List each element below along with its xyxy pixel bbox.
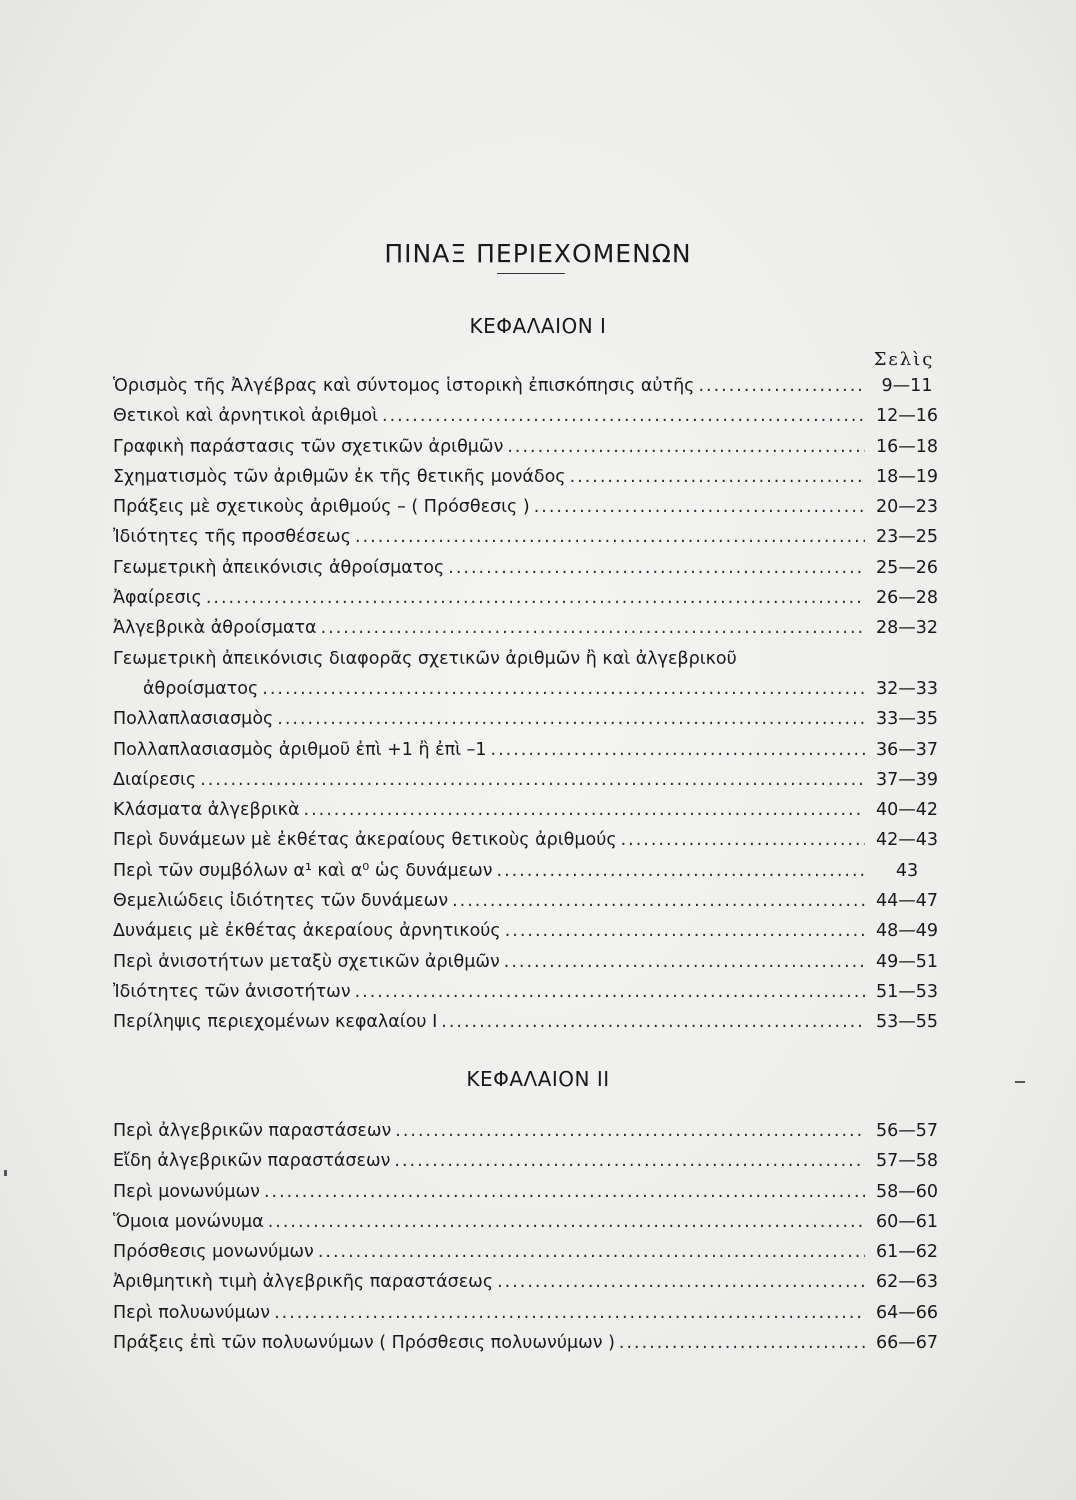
toc-entry-pages: 16—18 [875,436,939,457]
toc-entry-pages: 61—62 [875,1242,939,1263]
toc-entry-pages: 44—47 [875,891,939,912]
toc-entry-title: Κλάσματα ἀλγεβρικὰ [113,800,300,821]
toc-entry-title: Δυνάμεις μὲ ἐκθέτας ἀκεραίους ἀρνητικούς [113,921,501,942]
dot-leader [277,709,865,729]
toc-entry [113,1333,943,1363]
toc-entry-title: Περὶ ἀνισοτήτων μεταξὺ σχετικῶν ἀριθμῶν [113,951,500,972]
toc-entry-pages: 66—67 [875,1333,939,1354]
toc-entry [113,709,943,739]
dot-leader [395,1121,865,1141]
dot-leader [355,982,865,1002]
toc-entry-title: Θεμελιώδεις ἰδιότητες τῶν δυνάμεων [113,891,449,912]
toc-entry-pages: 57—58 [875,1151,939,1172]
toc-entry-pages: 53—55 [875,1012,939,1033]
toc-entry [113,588,943,618]
toc-entry [113,830,943,860]
toc-entry [113,527,943,557]
toc-entry-pages: 58—60 [875,1181,939,1202]
toc-entry-pages: 23—25 [875,527,939,548]
toc-entry [113,1151,943,1181]
toc-entry-title: Ἀριθμητικὴ τιμὴ ἀλγεβρικῆς παραστάσεως [113,1272,494,1293]
toc-entry-pages: 40—42 [875,800,939,821]
dot-leader [304,800,865,820]
toc-entry [113,467,943,497]
dot-leader [321,618,865,638]
toc-entry [113,1212,943,1242]
dot-leader [394,1151,865,1171]
title-underline [497,273,565,274]
toc-entry-title: Περὶ πολυωνύμων [113,1302,271,1323]
dot-leader [264,1182,865,1202]
toc-entry [113,800,943,830]
toc-entry [113,1121,943,1151]
dot-leader [619,1333,865,1353]
dot-leader [382,406,865,426]
dot-leader [200,770,865,790]
toc-entry-pages: 56—57 [875,1121,939,1141]
toc-entry-pages: 42—43 [875,830,939,851]
toc-entry-title: Περὶ ἀλγεβρικῶν παραστάσεων [113,1121,392,1141]
toc-entry-title: Ὁρισμὸς τῆς Ἀλγέβρας καὶ σύντομος ἱστορικὴ ἐπισκόπησις αὐτῆς [113,376,695,396]
dot-leader [268,1212,865,1232]
toc-entry-title: Πολλαπλασιασμὸς ἀριθμοῦ ἐπὶ +1 ἢ ἐπὶ –1 [113,739,487,760]
dot-leader [497,1272,865,1292]
toc-entry-pages: 36—37 [875,739,939,760]
toc-entry-title: Θετικοὶ καὶ ἀρνητικοὶ ἀριθμοὶ [113,406,379,427]
toc-entry-pages: 49—51 [875,951,939,972]
toc-entry-title: Γραφικὴ παράστασις τῶν σχετικῶν ἀριθμῶν [113,436,504,457]
toc-entry [113,921,943,951]
toc-entry-title: Περὶ τῶν συμβόλων α¹ καὶ α⁰ ὡς δυνάμεων [113,860,493,881]
dot-leader [206,588,865,608]
toc-entry-title: Διαίρεσις [113,769,197,790]
toc-entry-pages: 43 [895,860,919,881]
toc-entry [113,437,943,467]
toc-entry-title: Ἰδιότητες τῆς προσθέσεως [113,527,351,548]
toc-entry-title: Περίληψις περιεχομένων κεφαλαίου I [113,1012,438,1033]
toc-entry [113,770,943,800]
toc-entry [113,1012,943,1042]
toc-entry [113,861,943,891]
toc-entry [113,497,943,527]
toc-chapter-2 [113,1121,943,1363]
toc-entry [113,679,943,709]
toc-entry-title: Πολλαπλασιασμὸς [113,709,274,730]
dot-leader [505,921,865,941]
toc-entry [113,982,943,1012]
chapter-2-heading: ΚΕΦΑΛΑΙΟΝ II [466,1067,610,1091]
page-title: ΠΙΝΑΞ ΠΕΡΙΕΧΟΜΕΝΩΝ [384,238,692,268]
toc-entry-pages: 18—19 [875,466,939,487]
toc-entry-title: Πράξεις μὲ σχετικοὺς ἀριθμούς – ( Πρόσθεσις ) [113,497,530,518]
toc-entry-pages: 12—16 [875,406,939,427]
toc-entry-title: ἀθροίσματος [143,678,259,699]
toc-entry-title: Ἀφαίρεσις [113,588,202,609]
toc-entry-pages: 64—66 [875,1302,939,1323]
toc-entry-title: Ἀλγεβρικὰ ἀθροίσματα [113,618,317,639]
dot-leader [274,1303,865,1323]
toc-entry-pages: 37—39 [875,769,939,790]
toc-entry [113,406,943,436]
toc-entry [113,1272,943,1302]
toc-entry [113,891,943,921]
dot-leader [452,891,865,911]
dot-leader [318,1242,865,1262]
toc-entry-title: Γεωμετρικὴ ἀπεικόνισις διαφορᾶς σχετικῶν ἀριθμῶν ἢ καὶ ἀλγεβρικοῦ [113,648,737,669]
toc-entry-title: Πράξεις ἐπὶ τῶν πολυωνύμων ( Πρόσθεσις πολυωνύμων ) [113,1333,615,1354]
toc-entry-pages: 60—61 [875,1211,939,1232]
dot-leader [497,861,865,881]
toc-entry-pages: 51—53 [875,981,939,1002]
toc-entry-title: Σχηματισμὸς τῶν ἀριθμῶν ἐκ τῆς θετικῆς μονάδος [113,466,566,487]
dot-leader [355,527,865,547]
dot-leader [441,1012,865,1032]
dot-leader [491,740,865,760]
toc-chapter-1 [113,376,943,1043]
dot-leader [262,679,865,699]
dot-leader [534,497,865,517]
dot-leader [698,376,865,396]
toc-entry-pages: 48—49 [875,921,939,942]
dot-leader [507,437,865,457]
toc-entry [113,1242,943,1272]
toc-entry [113,376,943,406]
toc-entry-title: Περὶ δυνάμεων μὲ ἐκθέτας ἀκεραίους θετικοὺς ἀριθμούς [113,830,617,851]
toc-entry-title: Περὶ μονωνύμων [113,1181,260,1202]
scan-speck [1015,1081,1025,1083]
toc-entry [113,618,943,648]
toc-entry-title: Ὅμοια μονώνυμα [113,1211,264,1232]
toc-entry-pages: 33—35 [875,709,939,730]
toc-entry-pages: 20—23 [875,497,939,518]
toc-entry [113,952,943,982]
toc-entry-pages: 62—63 [875,1272,939,1293]
toc-entry [113,649,943,679]
scan-speck [4,1170,7,1176]
dot-leader [448,558,865,578]
toc-entry-title: Πρόσθεσις μονωνύμων [113,1242,314,1263]
toc-entry [113,1303,943,1333]
dot-leader [621,830,865,850]
toc-entry [113,1182,943,1212]
toc-entry [113,558,943,588]
toc-entry [113,740,943,770]
chapter-1-heading: ΚΕΦΑΛΑΙΟΝ I [469,314,607,338]
toc-entry-pages: 26—28 [875,588,939,609]
page-column-heading: Σελὶς [873,349,935,370]
toc-entry-title: Ἰδιότητες τῶν ἀνισοτήτων [113,981,351,1002]
toc-entry-pages: 28—32 [875,618,939,639]
toc-entry-title: Γεωμετρικὴ ἀπεικόνισις ἀθροίσματος [113,557,445,578]
dot-leader [504,952,865,972]
toc-entry-pages: 9—11 [881,376,933,396]
dot-leader [570,467,865,487]
toc-entry-pages: 32—33 [875,678,939,699]
toc-entry-title: Εἴδη ἀλγεβρικῶν παραστάσεων [113,1151,391,1172]
toc-entry-pages: 25—26 [875,557,939,578]
